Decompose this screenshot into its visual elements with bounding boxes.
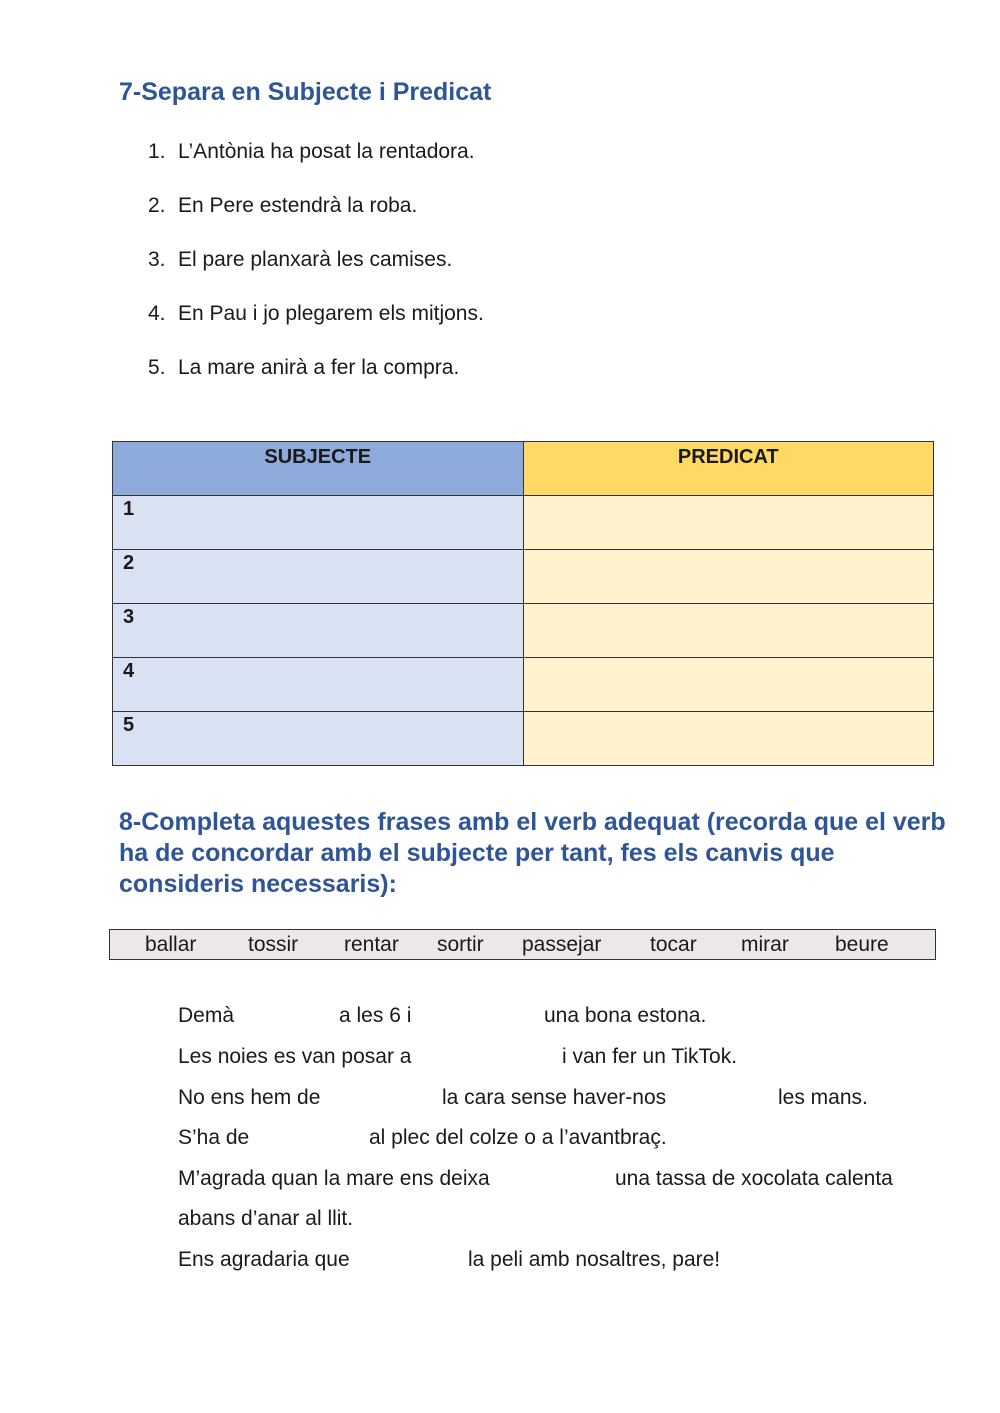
sentence-fragment: abans d’anar al llit.: [178, 1207, 354, 1230]
table-row: [113, 550, 934, 604]
verb-word: beure: [835, 933, 889, 956]
subject-cell[interactable]: 1: [113, 496, 524, 550]
verb-bank: [109, 929, 936, 960]
sentence-fragment: Ens agradaria que: [178, 1248, 350, 1271]
table-row: [113, 712, 934, 766]
subject-predicate-table: [112, 441, 934, 766]
sentence-fragment: M’agrada quan la mare ens deixa: [178, 1167, 490, 1190]
sentence-fragment: una tassa de xocolata calenta: [615, 1167, 893, 1190]
list-item: 3. El pare planxarà les camises.: [148, 248, 453, 271]
verb-word: tossir: [248, 933, 299, 956]
exercise-8-title: 8-Completa aquestes frases amb el verb adequat (recorda que el verb ha de concordar amb el subjecte per tant, fes els canvis que consideris necessaris):: [119, 808, 946, 898]
table-row: [113, 604, 934, 658]
verb-word: sortir: [437, 933, 484, 956]
verb-word: tocar: [650, 933, 697, 956]
verb-word: ballar: [145, 933, 197, 956]
verb-word: mirar: [741, 933, 789, 956]
table-row: [113, 496, 934, 550]
subject-cell[interactable]: 4: [113, 658, 524, 712]
table-header-row: [113, 442, 934, 496]
predicate-header: PREDICAT: [523, 442, 934, 496]
sentence-fragment: les mans.: [778, 1086, 868, 1109]
subject-cell[interactable]: 3: [113, 604, 524, 658]
sentence-fragment: Les noies es van posar a: [178, 1045, 412, 1068]
list-item: 1. L’Antònia ha posat la rentadora.: [148, 140, 475, 163]
sentence-fragment: No ens hem de: [178, 1086, 321, 1109]
predicate-cell[interactable]: [523, 658, 934, 712]
sentence-fragment: S’ha de: [178, 1126, 250, 1149]
exercise-7-title: 7-Separa en Subjecte i Predicat: [119, 78, 492, 106]
list-item: 4. En Pau i jo plegarem els mitjons.: [148, 302, 484, 325]
subject-cell[interactable]: 2: [113, 550, 524, 604]
sentence-list: [148, 140, 484, 410]
list-item: 5. La mare anirà a fer la compra.: [148, 356, 460, 379]
list-item: 2. En Pere estendrà la roba.: [148, 194, 418, 217]
predicate-cell[interactable]: [523, 550, 934, 604]
sentence-fragment: al plec del colze o a l’avantbraç.: [369, 1126, 667, 1149]
sentence-fragment: una bona estona.: [544, 1004, 707, 1027]
subject-header: SUBJECTE: [113, 442, 524, 496]
subject-cell[interactable]: 5: [113, 712, 524, 766]
verb-word: rentar: [344, 933, 399, 956]
predicate-cell[interactable]: [523, 712, 934, 766]
sentence-fragment: la cara sense haver-nos: [442, 1086, 667, 1109]
table-row: [113, 658, 934, 712]
sentence-fragment: i van fer un TikTok.: [562, 1045, 738, 1068]
sentence-fragment: la peli amb nosaltres, pare!: [468, 1248, 721, 1271]
predicate-cell[interactable]: [523, 604, 934, 658]
predicate-cell[interactable]: [523, 496, 934, 550]
verb-word: passejar: [522, 933, 602, 956]
sentence-fragment: a les 6 i: [339, 1004, 412, 1027]
sentence-fragment: Demà: [178, 1004, 235, 1027]
